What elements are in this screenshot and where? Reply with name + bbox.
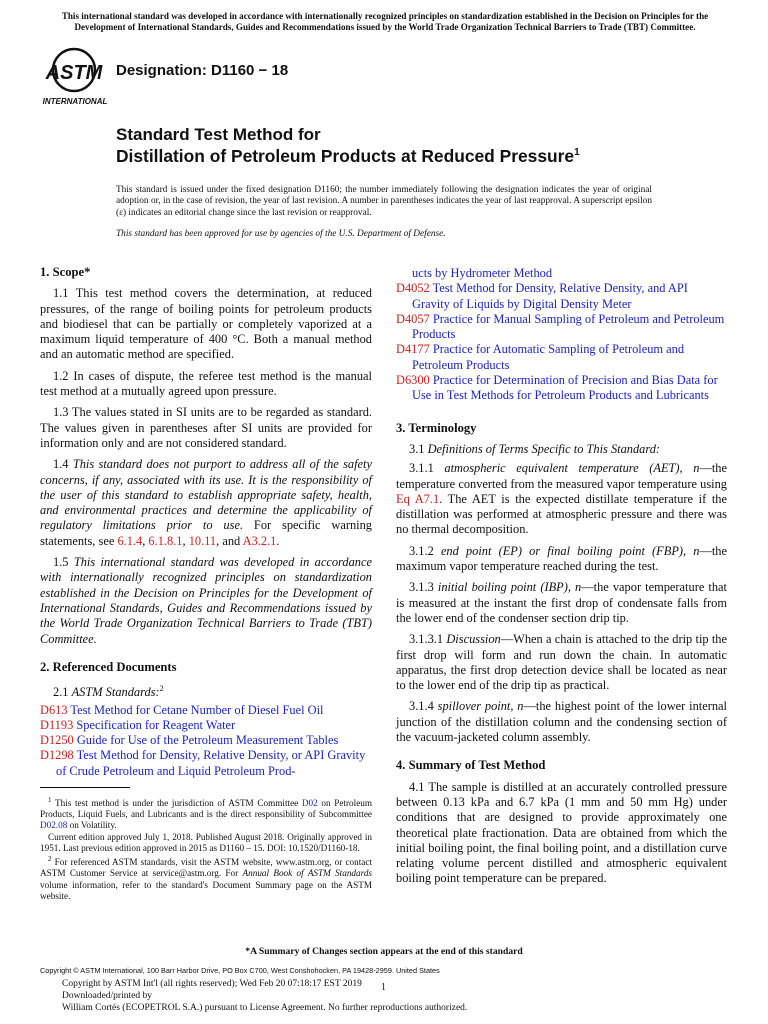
section-4-heading: 4. Summary of Test Method (396, 758, 546, 773)
para-1-2: 1.2 In cases of dispute, the referee test method is the manual test method at a mutually agreed upon pressure. (40, 368, 372, 399)
copyright-line: Copyright © ASTM International, 100 Barr Harbor Drive, PO Box C700, West Conshohocken, PA 19428-2959. United States (40, 966, 440, 975)
title-line1: Standard Test Method for (116, 125, 321, 144)
ref-d4057[interactable]: D4057 Practice for Manual Sampling of Petroleum and Petroleum Products (396, 311, 725, 342)
ref-d02[interactable]: D02 (301, 798, 318, 809)
ref-d613[interactable]: D613 Test Method for Cetane Number of Diesel Fuel Oil (40, 702, 324, 717)
page-number: 1 (381, 982, 386, 993)
footnote-1: $^1$ This test method is under the jurisdiction of ASTM Committee D02 on Petroleum Products, Liquid Fuels, and Lubricants and is the direct responsibility of Subcommittee D02.08 on Volatility. (40, 796, 373, 831)
license-line-3: William Cortés (ECOPETROL S.A.) pursuant to License Agreement. No further reproductions authorized. (62, 1003, 468, 1013)
para-3-1-3-1: 3.1.3.1 Discussion—When a chain is attached to the drip tip the first drop will form and run down the chain. In automatic apparatus, the first drop detection device shall be located as near to the lower end of the drip tip as practical. (396, 632, 727, 693)
ref-10-11[interactable]: 10.11 (188, 533, 217, 548)
title-line2 (116, 146, 580, 167)
para-3-1-1: 3.1.1 atmospheric equivalent temperature (AET), n—the temperature converted from the measured vapor temperature using Eq A7.1. The AET is the expected distillate temperature if the distillation was performed at atmospheric pressure and there was no thermal decomposition. (396, 461, 727, 537)
footnote-1-edition: Current edition approved July 1, 2018. Published August 2018. Originally approved in 1951. Last previous edition approved in 2015 as D1160 – 15. DOI: 10.1520/D1160-18. (40, 831, 372, 853)
footnotes (40, 795, 372, 902)
section-3-heading: 3. Terminology (396, 420, 477, 435)
para-4-1: 4.1 The sample is distilled at an accurately controlled pressure between 0.13 kPa and 6.7 kPa (1 mm and 50 mm Hg) under conditions that are designed to provide approximately one theoretical plate fractionation. Data are obtained from which the initial boiling point, the final boiling point, and a distillation curve relating volume percent distilled and atmospheric equivalent boiling point temperature can be prepared. (396, 779, 727, 886)
svg-text:INTERNATIONAL: INTERNATIONAL (42, 97, 108, 106)
ref-d4177[interactable]: D4177 Practice for Automatic Sampling of Petroleum and Petroleum Products (396, 342, 685, 372)
designation: Designation: D1160 − 18 (116, 62, 289, 79)
astm-logo-icon (40, 46, 110, 108)
ref-a3-2-1[interactable]: A3.2.1 (242, 533, 277, 548)
summary-of-changes-note: *A Summary of Changes section appears at the end of this standard (245, 946, 523, 957)
left-column (40, 265, 372, 779)
ref-6-1-8-1[interactable]: 6.1.8.1 (148, 533, 183, 548)
issuance-note: This standard is issued under the fixed designation D1160; the number immediately following the designation indicates the year of original adoption or, in the case of revision, the year of last revision. A number in parentheses indicates the year of last reapproval. A superscript epsilon (ε) indicates an editorial change since the last revision or reapproval. (116, 185, 652, 218)
ref-d1298-continued[interactable]: ucts by Hydrometer Method (412, 266, 553, 280)
para-1-4: 1.4 This standard does not purport to address all of the safety concerns, if any, associated with its use. It is the responsibility of the user of this standard to establish appropriate safety, health, and environmental practices and determine the applicability of regulatory limitations prior to use. For specific warning statements, see 6.1.4, 6.1.8.1, 10.11, and A3.2.1. (40, 457, 372, 548)
section-2-heading: 2. Referenced Documents (40, 659, 177, 674)
para-3-1-4: 3.1.4 spillover point, n—the highest point of the lower internal junction of the distillation column and the condensing section of the vacuum-jacketed column assembly. (396, 699, 727, 745)
para-3-1-3: 3.1.3 initial boiling point (IBP), n—the vapor temperature that is measured at the instant the first drop of condensate falls from the lower end of the condenser section drip tip. (396, 580, 727, 625)
para-1-5: 1.5 This international standard was developed in accordance with internationally recognized principles on standardization established in the Decision on Principles for the Development of International Standards, Guides and Recommendations issued by the World Trade Organization Technical Barriers to Trade (TBT) Committee. (40, 555, 372, 646)
ref-d4052[interactable]: D4052 Test Method for Density, Relative Density, and API Gravity of Liquids by Digital Density Meter (396, 281, 688, 311)
top-notice: This international standard was developed in accordance with internationally recognized principles on standardization established in the Decision on Principles for the Development of International Standards, Guides and Recommendations issued by the World Trade Organization Technical Barriers to Trade (TBT) Committee. (61, 11, 709, 32)
footnote-2: $^2$ For referenced ASTM standards, visit the ASTM website, www.astm.org, or contact ASTM Customer Service at service@astm.org. For Annual Book of ASTM Standards volume information, refer to the standard's Document Summary page on the ASTM website. (40, 855, 373, 901)
ref-d1193[interactable]: D1193 Specification for Reagent Water (40, 717, 236, 732)
para-3-1: 3.1 Definitions of Terms Specific to This Standard: (409, 441, 661, 456)
ref-d6300[interactable]: D6300 Practice for Determination of Precision and Bias Data for Use in Test Methods for Petroleum Products and Lubricants (396, 373, 718, 403)
license-line-2: Downloaded/printed by (62, 991, 152, 1001)
dod-note: This standard has been approved for use by agencies of the U.S. Department of Defense. (116, 229, 446, 239)
ref-d1250[interactable]: D1250 Guide for Use of the Petroleum Measurement Tables (40, 733, 339, 748)
footnote-divider (40, 787, 130, 788)
para-2-1: 2.1 ASTM Standards:$^2$ (53, 684, 164, 700)
para-3-1-2: 3.1.2 end point (EP) or final boiling point (FBP), n—the maximum vapor temperature reached during the test. (396, 543, 727, 574)
license-line-1: Copyright by ASTM Int'l (all rights reserved); Wed Feb 20 07:18:17 EST 2019 (62, 979, 362, 989)
title-text: Distillation of Petroleum Products at Reduced Pressure (116, 146, 575, 166)
para-1-3: 1.3 The values stated in SI units are to be regarded as standard. The values given in parentheses after SI units are provided for information only and are not considered standard. (40, 405, 372, 450)
astm-logo (40, 46, 110, 108)
svg-text:ASTM: ASTM (45, 62, 103, 84)
ref-6-1-4[interactable]: 6.1.4 (117, 533, 143, 548)
section-1-heading: 1. Scope* (40, 265, 91, 279)
para-1-1: 1.1 This test method covers the determination, at reduced pressures, of the range of boiling points for petroleum products and biodiesel that can be partially or completely vaporized at a maximum liquid temperature of 400 °C. Both a manual method and an automatic method are specified. (40, 286, 372, 362)
ref-d02-08[interactable]: D02.08 (40, 820, 68, 831)
title-footnote-marker: 1 (574, 147, 580, 159)
right-column (396, 266, 727, 893)
ref-d1298[interactable]: D1298 Test Method for Density, Relative Density, or API Gravity of Crude Petroleum and Liquid Petroleum Prod- (40, 748, 366, 778)
ref-eq-a7-1[interactable]: Eq A7.1 (396, 491, 440, 506)
